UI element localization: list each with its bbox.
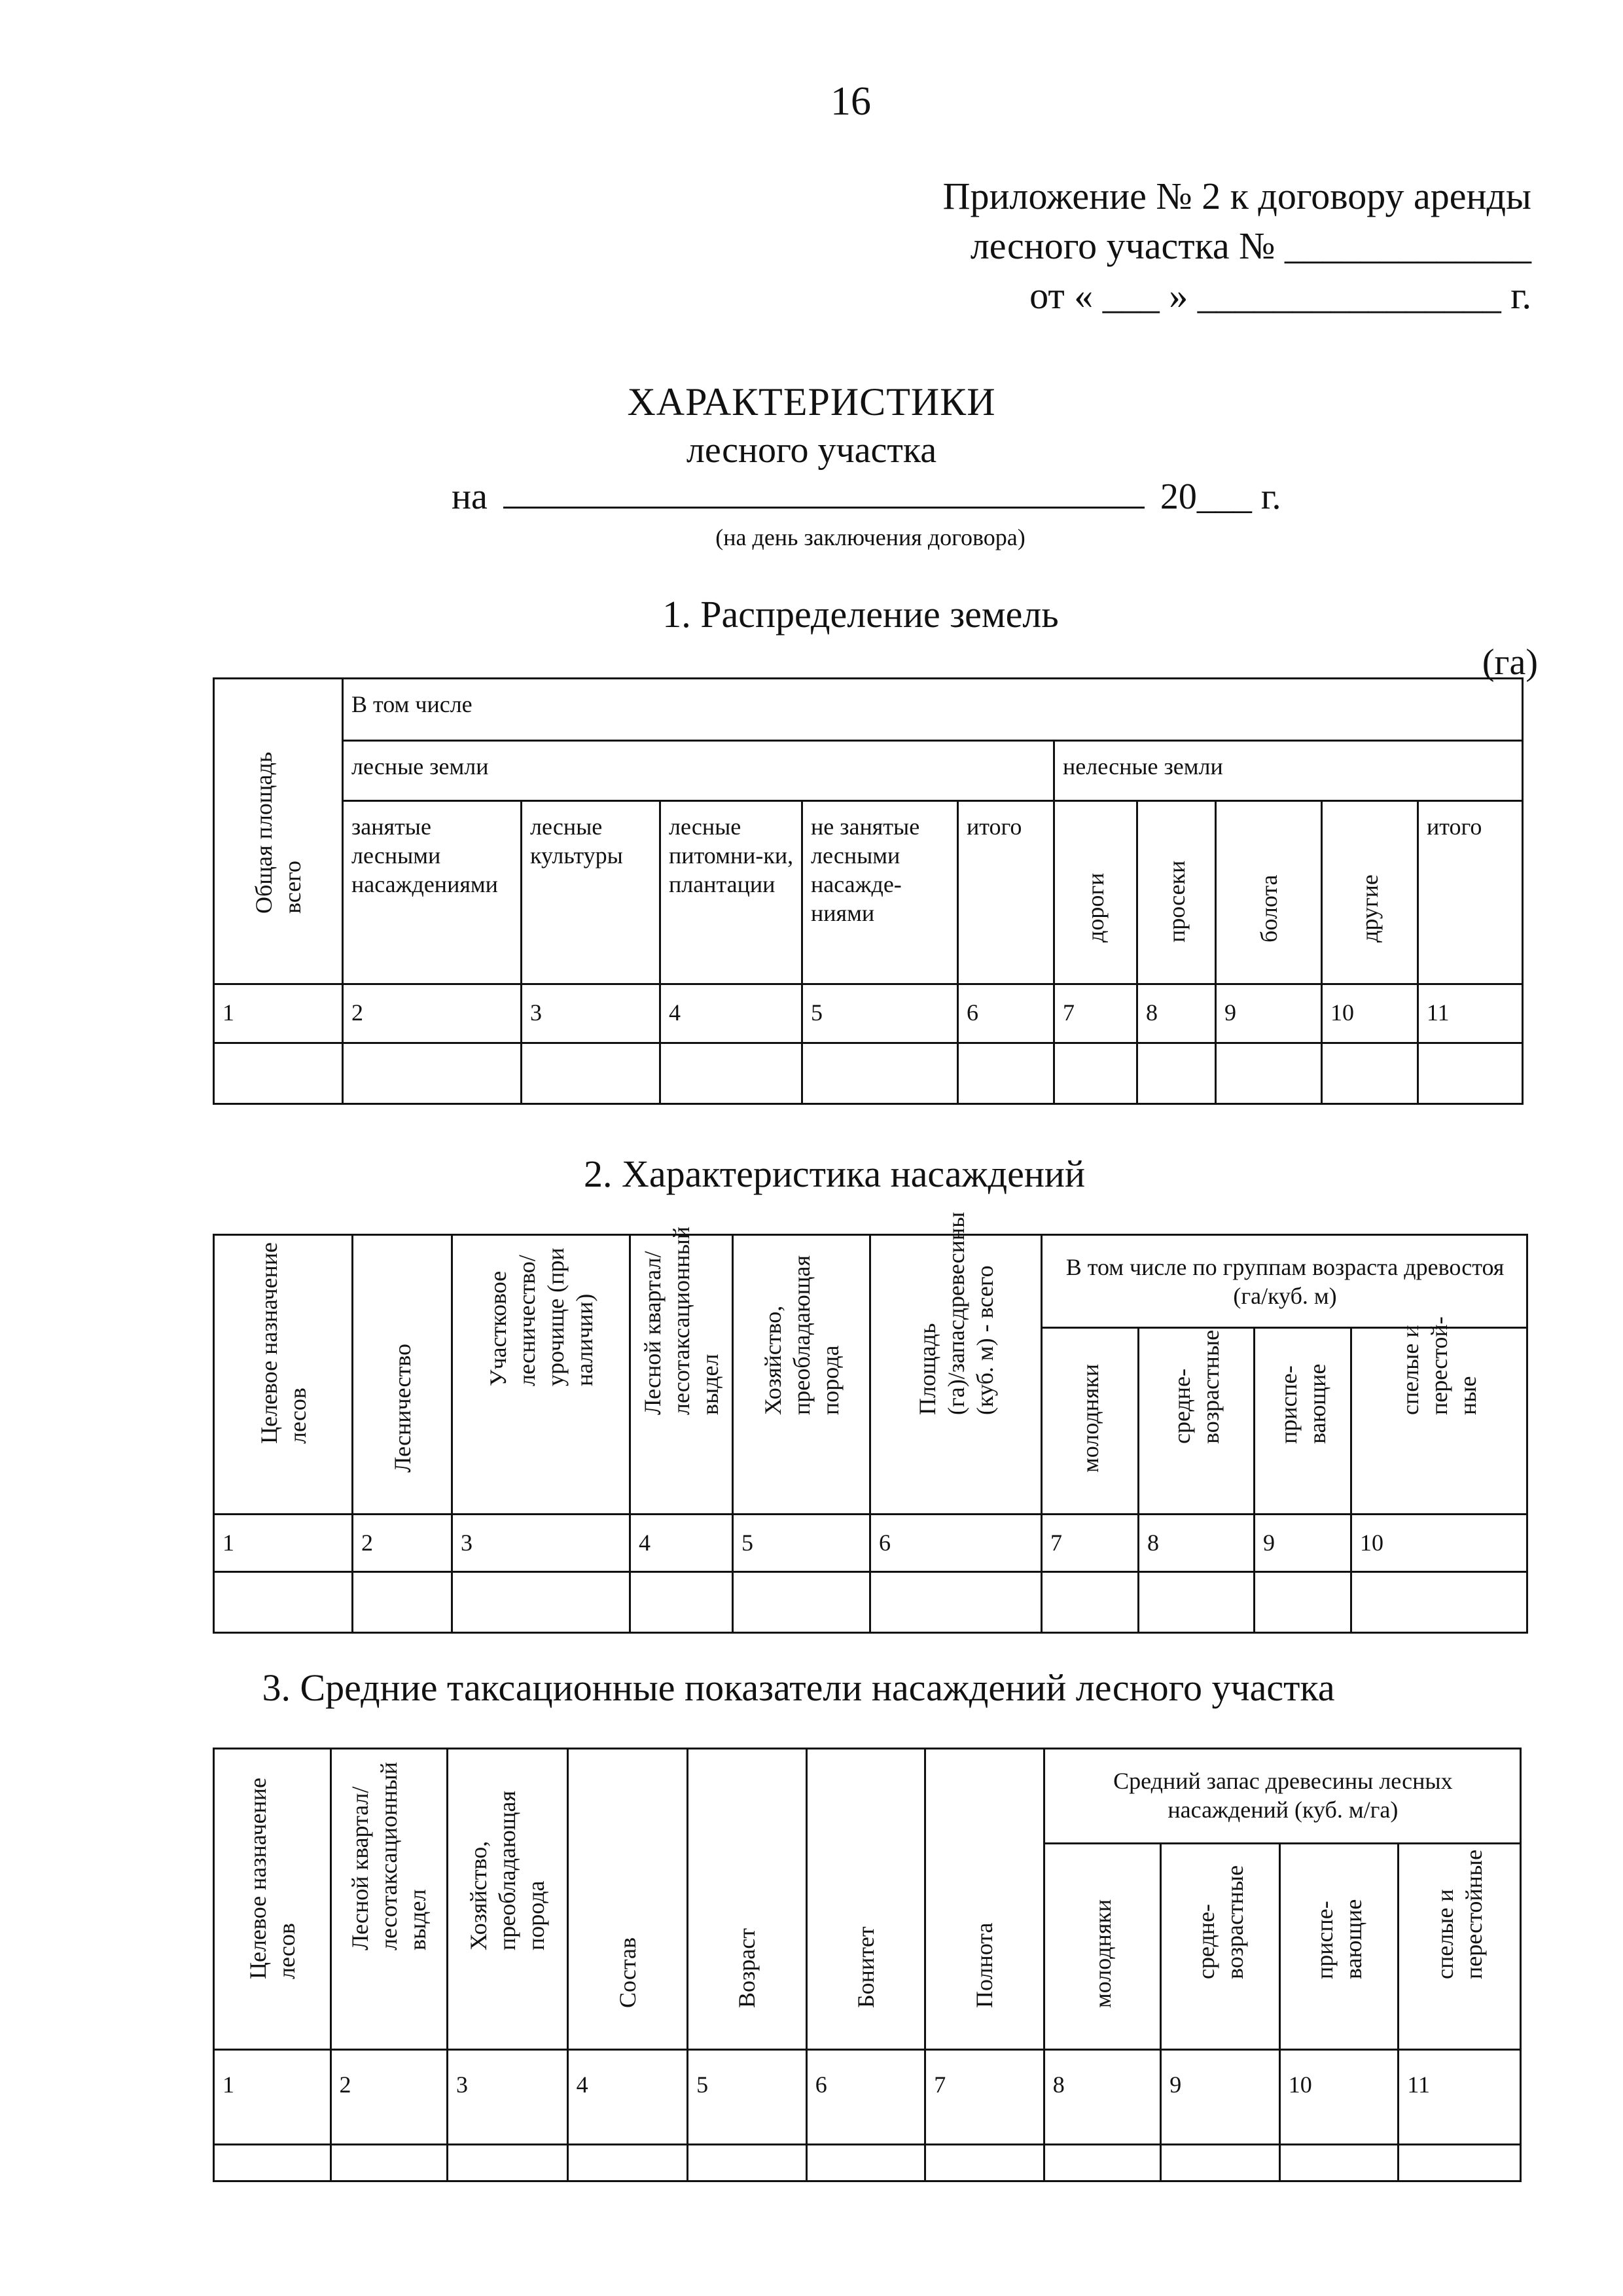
s2-middle-aged-header: [1139, 1328, 1255, 1515]
s3-col-number: 1: [214, 2050, 331, 2145]
s2-district-line: Участковое: [484, 1270, 511, 1386]
s3-purpose-line: лесов: [273, 1923, 300, 1979]
s3-maturing-header: [1279, 1844, 1399, 2050]
s3-col-number: 11: [1399, 2050, 1521, 2145]
appendix-header: [785, 171, 1531, 321]
s2-forestry-line: Лесничество: [389, 1344, 416, 1473]
s3-col-number: 8: [1044, 2050, 1161, 2145]
s1-col-number: 2: [343, 984, 522, 1043]
s3-col-number: 2: [330, 2050, 448, 2145]
s3-composition-header: [567, 1749, 688, 2050]
s2-mature-line: перестой-: [1426, 1316, 1453, 1415]
clearings-label: просеки: [1163, 860, 1190, 942]
s3-mature-line: спелые и: [1432, 1889, 1459, 1979]
swamps-header: [1216, 801, 1322, 984]
s3-col-number: 5: [688, 2050, 807, 2145]
other-label: другие: [1357, 874, 1383, 942]
s3-purpose-header: [214, 1749, 331, 2050]
s1-col-number: 8: [1137, 984, 1216, 1043]
s2-district-line: лесничество/: [513, 1255, 540, 1386]
s1-empty-cell[interactable]: [660, 1043, 802, 1104]
s3-col-number: 10: [1279, 2050, 1399, 2145]
s3-quarter-header: [330, 1749, 448, 2050]
document-subtitle: лесного участка: [686, 430, 937, 471]
s2-empty-cell[interactable]: [1139, 1572, 1255, 1633]
s3-maturing-line: приспе-: [1311, 1901, 1338, 1979]
s1-col-number: 10: [1322, 984, 1418, 1043]
s2-economy-line: Хозяйство,: [759, 1305, 786, 1415]
clearings-header: [1137, 801, 1216, 984]
s3-empty-cell[interactable]: [330, 2145, 448, 2181]
not-occupied-header: не занятые лесными насажде-ниями: [802, 801, 958, 984]
s1-empty-cell[interactable]: [522, 1043, 660, 1104]
forest-cultures-header: лесные культуры: [522, 801, 660, 984]
nonforest-lands-header: нелесные земли: [1054, 741, 1523, 801]
s3-empty-cell[interactable]: [925, 2145, 1044, 2181]
s2-col-number: 5: [733, 1515, 870, 1572]
s2-mature-header: [1351, 1316, 1527, 1515]
s2-col-number: 8: [1139, 1515, 1255, 1572]
s1-col-number: 4: [660, 984, 802, 1043]
s3-bonitet-line: Бонитет: [852, 1926, 879, 2008]
s2-col-number: 1: [214, 1515, 353, 1572]
s2-col-number: 2: [353, 1515, 452, 1572]
s3-empty-cell[interactable]: [214, 2145, 331, 2181]
s3-density-line: Полнота: [971, 1922, 998, 2008]
s3-age-header: [688, 1749, 807, 2050]
s2-economy-header: [733, 1235, 870, 1515]
s2-mature-line: спелые и: [1397, 1325, 1424, 1415]
s3-col-number: 6: [806, 2050, 925, 2145]
s2-empty-cell[interactable]: [630, 1572, 733, 1633]
s1-col-number: 7: [1054, 984, 1137, 1043]
s2-economy-line: преобладающая: [788, 1255, 815, 1415]
s2-purpose-line: лесов: [284, 1388, 311, 1444]
including-header: В том числе: [343, 679, 1523, 741]
stand-characteristics-table: [213, 1211, 1528, 1634]
s3-col-number: 9: [1161, 2050, 1280, 2145]
s3-economy-line: Хозяйство,: [465, 1840, 492, 1950]
occupied-by-stands-header: занятые лесными насаждениями: [343, 801, 522, 984]
total-area-line-2: всего: [279, 860, 306, 914]
s2-young-line: молодняки: [1077, 1363, 1103, 1473]
s2-empty-cell[interactable]: [452, 1572, 630, 1633]
taxation-indicators-table: [213, 1748, 1522, 2182]
s1-empty-cell[interactable]: [343, 1043, 522, 1104]
unit-label: (га): [1482, 642, 1538, 683]
s3-empty-cell[interactable]: [1161, 2145, 1280, 2181]
s1-col-number: 3: [522, 984, 660, 1043]
s1-empty-cell[interactable]: [802, 1043, 958, 1104]
s2-economy-line: порода: [817, 1345, 844, 1415]
s3-quarter-line: выдел: [404, 1889, 431, 1950]
s2-mature-line: ные: [1455, 1376, 1482, 1415]
land-distribution-table: [213, 677, 1524, 1105]
s2-empty-cell[interactable]: [1042, 1572, 1139, 1633]
s1-col-number: 6: [958, 984, 1054, 1043]
s3-empty-cell[interactable]: [1399, 2145, 1521, 2181]
s2-empty-cell[interactable]: [353, 1572, 452, 1633]
s3-quarter-line: Лесной квартал/: [347, 1786, 374, 1950]
s3-col-number: 7: [925, 2050, 1044, 2145]
s2-young-header: [1042, 1328, 1139, 1515]
s1-empty-cell[interactable]: [1137, 1043, 1216, 1104]
s2-middle-line: средне-: [1169, 1368, 1195, 1444]
s2-quarter-line: выдел: [697, 1354, 723, 1415]
appendix-line-2: лесного участка № _____________: [970, 224, 1531, 267]
appendix-line-1: Приложение № 2 к договору аренды: [942, 175, 1531, 217]
s3-col-number: 3: [448, 2050, 568, 2145]
s2-area-line: (га)/запасдревесины: [942, 1211, 969, 1415]
s3-age-line: Возраст: [734, 1928, 760, 2008]
section-2-title: 2. Характеристика насаждений: [583, 1153, 1085, 1195]
s2-district-line: наличии): [571, 1293, 597, 1386]
s3-bonitet-header: [806, 1749, 925, 2050]
s2-col-number: 6: [870, 1515, 1042, 1572]
s2-area-line: (куб. м) - всего: [971, 1265, 998, 1415]
s2-purpose-line: Целевое назначение: [255, 1242, 282, 1444]
s3-maturing-line: вающие: [1340, 1899, 1367, 1979]
s3-empty-cell[interactable]: [1044, 2145, 1161, 2181]
s3-mature-header: [1399, 1844, 1521, 2050]
total-area-line-1: Общая площадь: [251, 751, 277, 914]
s3-empty-cell[interactable]: [1279, 2145, 1399, 2181]
s1-empty-cell[interactable]: [1418, 1043, 1523, 1104]
s2-col-number: 7: [1042, 1515, 1139, 1572]
s2-district-header: [452, 1235, 630, 1515]
s2-col-number: 4: [630, 1515, 733, 1572]
other-header: [1322, 801, 1418, 984]
forest-lands-header: лесные земли: [343, 741, 1054, 801]
s2-district-line: урочище (при: [542, 1247, 569, 1386]
s2-purpose-header: [214, 1235, 353, 1515]
section-1-title: 1. Распределение земель: [662, 593, 1059, 636]
s1-col-number: 11: [1418, 984, 1523, 1043]
total-area-header: [214, 679, 343, 984]
s3-purpose-line: Целевое назначение: [244, 1778, 271, 1979]
s1-empty-cell[interactable]: [1322, 1043, 1418, 1104]
s3-young-line: молодняки: [1089, 1899, 1116, 2008]
s3-empty-cell[interactable]: [806, 2145, 925, 2181]
s2-empty-cell[interactable]: [214, 1572, 353, 1633]
s2-empty-cell[interactable]: [1255, 1572, 1351, 1633]
s2-empty-cell[interactable]: [733, 1572, 870, 1633]
s3-mature-line: перестойные: [1461, 1849, 1488, 1979]
date-year: 20___ г.: [1160, 476, 1281, 517]
s2-empty-cell[interactable]: [870, 1572, 1042, 1633]
s2-area-line: Площадь: [914, 1323, 940, 1415]
s2-empty-cell[interactable]: [1351, 1572, 1527, 1633]
nurseries-header: лесные питомни-ки, плантации: [660, 801, 802, 984]
date-blank: [503, 474, 1145, 509]
s1-empty-cell[interactable]: [214, 1043, 343, 1104]
date-note: (на день заключения договора): [715, 524, 1026, 550]
s3-composition-line: Состав: [614, 1937, 641, 2008]
s3-middle-line: средне-: [1192, 1903, 1219, 1979]
s3-middle-line: возрастные: [1221, 1865, 1248, 1979]
s3-empty-cell[interactable]: [448, 2145, 568, 2181]
s2-quarter-line: лесотаксационный: [668, 1227, 694, 1415]
s3-economy-header: [448, 1749, 568, 2050]
s2-maturing-line: вающие: [1304, 1363, 1330, 1444]
swamps-label: болота: [1255, 874, 1282, 942]
forest-total-header: итого: [958, 801, 1054, 984]
s3-empty-cell[interactable]: [688, 2145, 807, 2181]
roads-label: дороги: [1082, 872, 1109, 942]
s3-economy-line: преобладающая: [494, 1790, 521, 1950]
date-line: [452, 474, 1281, 518]
s3-col-number: 4: [567, 2050, 688, 2145]
s2-col-number: 3: [452, 1515, 630, 1572]
s2-col-number: 9: [1255, 1515, 1351, 1572]
s1-col-number: 5: [802, 984, 958, 1043]
s1-empty-cell[interactable]: [958, 1043, 1054, 1104]
s2-age-groups-header: В том числе по группам возраста древостоя (га/куб. м): [1042, 1235, 1527, 1328]
nonforest-total-header: итого: [1418, 801, 1523, 984]
s3-quarter-line: лесотаксационный: [376, 1762, 402, 1950]
s1-empty-cell[interactable]: [1054, 1043, 1137, 1104]
s2-maturing-header: [1255, 1328, 1351, 1515]
s2-quarter-header: [630, 1227, 733, 1515]
roads-header: [1054, 801, 1137, 984]
s3-density-header: [925, 1749, 1044, 2050]
appendix-line-3: от « ___ » ________________ г.: [1029, 274, 1531, 317]
s3-young-header: [1044, 1844, 1161, 2050]
section-3-title: 3. Средние таксационные показатели насаждений лесного участка: [262, 1666, 1335, 1709]
s1-col-number: 9: [1216, 984, 1322, 1043]
s1-empty-cell[interactable]: [1216, 1043, 1322, 1104]
s3-economy-line: порода: [523, 1880, 550, 1950]
s2-col-number: 10: [1351, 1515, 1527, 1572]
s2-area-header: [870, 1211, 1042, 1515]
s2-forestry-header: [353, 1235, 452, 1515]
s3-middle-aged-header: [1161, 1844, 1280, 2050]
page-number: 16: [830, 79, 871, 124]
document-title: ХАРАКТЕРИСТИКИ: [627, 380, 996, 423]
s3-empty-cell[interactable]: [567, 2145, 688, 2181]
s2-quarter-line: Лесной квартал/: [639, 1251, 666, 1415]
s2-maturing-line: приспе-: [1275, 1365, 1302, 1444]
s1-col-number: 1: [214, 984, 343, 1043]
date-prefix: на: [452, 476, 488, 517]
s2-middle-line: возрастные: [1198, 1329, 1224, 1444]
s3-avg-stock-header: Средний запас древесины лесных насаждений (куб. м/га): [1044, 1749, 1520, 1844]
